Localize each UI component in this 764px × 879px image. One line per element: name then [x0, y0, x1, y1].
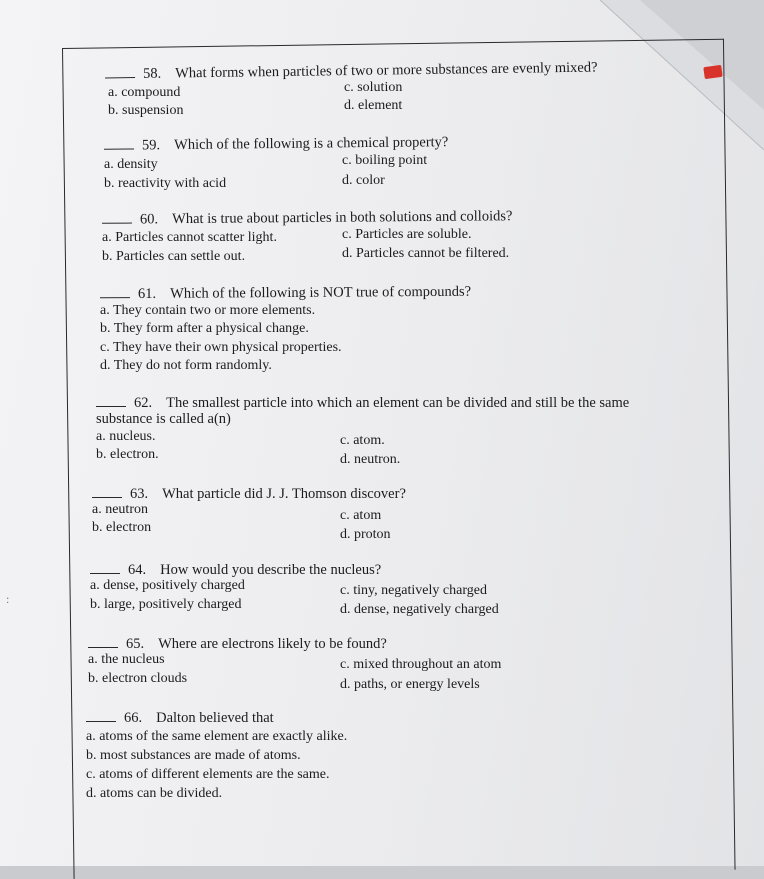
- option-b: b. electron: [92, 520, 152, 535]
- option-a: a. compound: [108, 85, 181, 100]
- option-d: d. Particles cannot be filtered.: [342, 246, 510, 261]
- answer-blank[interactable]: [100, 285, 130, 298]
- option-c: c. atom: [340, 508, 382, 523]
- option-d: d. dense, negatively charged: [340, 602, 499, 617]
- option-b: b. electron clouds: [88, 671, 188, 686]
- option-b: b. reactivity with acid: [104, 176, 227, 191]
- option-c: c. boiling point: [342, 153, 428, 168]
- question-64: [90, 561, 381, 579]
- option-c: c. tiny, negatively charged: [340, 583, 487, 598]
- question-62-continued: substance is called a(n): [96, 411, 231, 427]
- question-number: 62.: [134, 395, 153, 411]
- question-text: Which of the following is NOT true of compounds?: [170, 283, 472, 302]
- question-61: [100, 283, 471, 304]
- option-c: c. atoms of different elements are the same.: [86, 767, 330, 782]
- option-d: d. atoms can be divided.: [86, 786, 223, 801]
- question-text: What forms when particles of two or more substances are evenly mixed?: [175, 59, 598, 82]
- answer-blank[interactable]: [104, 136, 134, 149]
- option-a: a. dense, positively charged: [90, 578, 245, 593]
- option-a: a. Particles cannot scatter light.: [102, 230, 277, 245]
- answer-blank[interactable]: [86, 709, 116, 722]
- answer-blank[interactable]: [105, 65, 135, 78]
- option-d: d. paths, or energy levels: [340, 677, 480, 692]
- question-65: [88, 635, 387, 653]
- question-number: 63.: [130, 486, 149, 502]
- answer-blank[interactable]: [96, 394, 126, 407]
- question-number: 65.: [126, 636, 145, 652]
- option-b: b. suspension: [108, 103, 184, 118]
- question-text: The smallest particle into which an element can be divided and still be the same: [166, 395, 630, 411]
- question-number: 66.: [124, 710, 143, 726]
- option-b: b. large, positively charged: [90, 597, 242, 612]
- question-62: [96, 394, 629, 412]
- answer-blank[interactable]: [90, 561, 120, 574]
- question-63: [92, 485, 406, 503]
- answer-blank[interactable]: [102, 211, 132, 224]
- question-66: [86, 709, 274, 727]
- question-text: What is true about particles in both solutions and colloids?: [172, 208, 513, 228]
- option-a: a. nucleus.: [96, 429, 156, 444]
- question-text: What particle did J. J. Thomson discover?: [162, 486, 406, 502]
- question-text: Where are electrons likely to be found?: [158, 636, 387, 652]
- question-number: 64.: [128, 562, 147, 578]
- option-b: b. electron.: [96, 447, 159, 462]
- option-b: b. most substances are made of atoms.: [86, 748, 301, 763]
- option-d: d. element: [344, 98, 403, 113]
- option-d: d. proton: [340, 527, 391, 542]
- option-c: c. Particles are soluble.: [342, 227, 472, 242]
- option-b: b. They form after a physical change.: [100, 321, 309, 336]
- question-number: 60.: [139, 211, 159, 228]
- answer-blank[interactable]: [88, 635, 118, 648]
- question-number: 58.: [142, 65, 162, 82]
- option-a: a. the nucleus: [88, 652, 165, 667]
- option-d: d. color: [342, 173, 385, 188]
- option-c: c. mixed throughout an atom: [340, 657, 502, 672]
- question-text: Dalton believed that: [156, 710, 274, 726]
- option-a: a. neutron: [92, 502, 148, 517]
- option-c: c. They have their own physical properties.: [100, 340, 342, 355]
- question-text: Which of the following is a chemical property?: [174, 134, 449, 154]
- option-c: c. atom.: [340, 433, 385, 448]
- question-number: 61.: [137, 285, 157, 303]
- option-c: c. solution: [344, 80, 403, 95]
- answer-blank[interactable]: [92, 485, 122, 498]
- question-number: 59.: [141, 137, 161, 154]
- option-b: b. Particles can settle out.: [102, 249, 246, 264]
- option-d: d. neutron.: [340, 452, 401, 467]
- margin-mark: :: [6, 592, 10, 606]
- option-a: a. density: [104, 157, 158, 172]
- question-60: [102, 207, 513, 229]
- option-a: a. They contain two or more elements.: [100, 303, 316, 318]
- question-text: How would you describe the nucleus?: [160, 562, 382, 578]
- option-d: d. They do not form randomly.: [100, 358, 272, 373]
- question-59: [104, 133, 448, 155]
- option-a: a. atoms of the same element are exactly alike.: [86, 729, 348, 744]
